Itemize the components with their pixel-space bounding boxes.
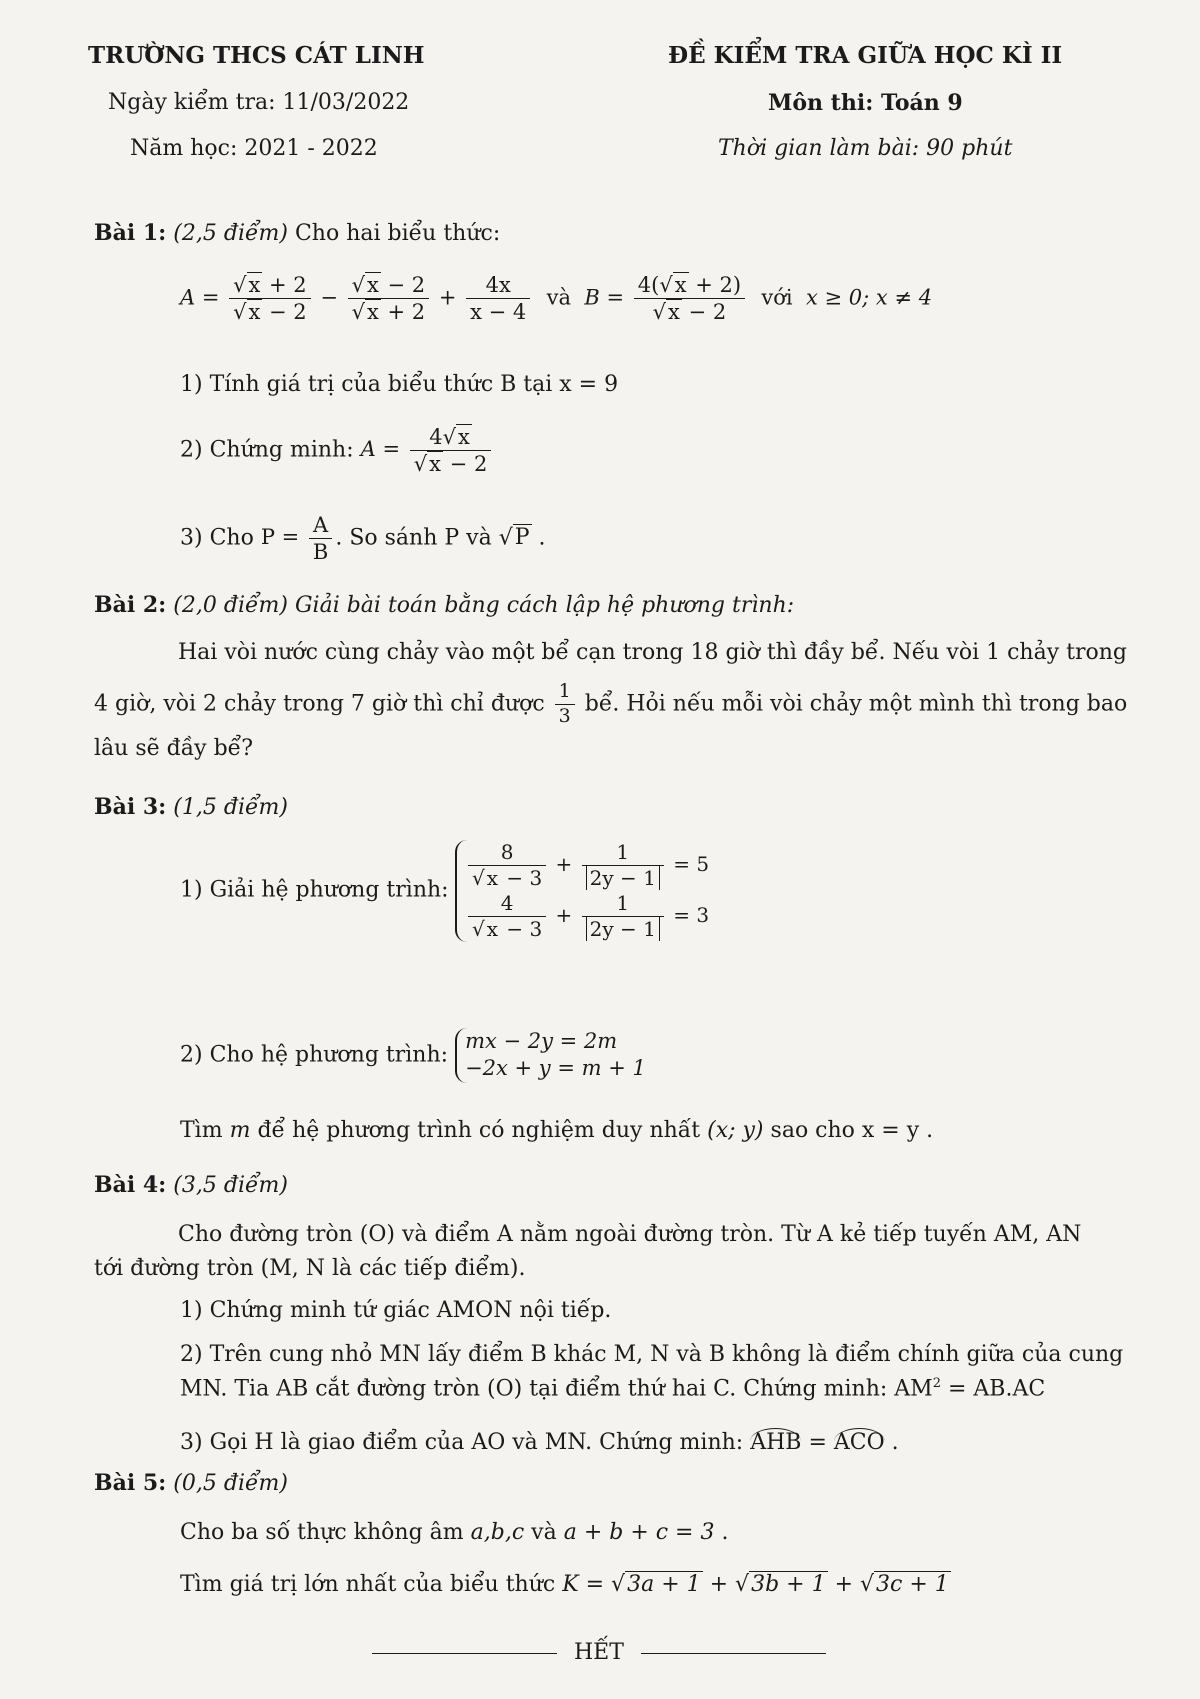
bai1-heading: Bài 1: (2,5 điểm) Cho hai biểu thức: <box>94 220 501 246</box>
exam-date: Ngày kiểm tra: 11/03/2022 <box>108 90 410 115</box>
exam-title: ĐỀ KIỂM TRA GIỮA HỌC KÌ II <box>668 42 1063 69</box>
bai4-heading: Bài 4: (3,5 điểm) <box>94 1172 288 1198</box>
bai3-system2: mx − 2y = 2m −2x + y = m + 1 <box>455 1028 646 1083</box>
bai2-line2: 4 giờ, vòi 2 chảy trong 7 giờ thì chỉ được $\frac{1}{3}$ bể. Hỏi nếu mỗi vòi chảy một mình thì trong bao <box>94 680 1128 727</box>
bai1-q3: 3) Cho P = $\frac{A}{B}$ . So sánh P và √P . <box>180 513 546 565</box>
bai2-line3: lâu sẽ đầy bể? <box>94 736 254 761</box>
bai4-line1: Cho đường tròn (O) và điểm A nằm ngoài đường tròn. Từ A kẻ tiếp tuyến AM, AN <box>178 1222 1082 1247</box>
bai4-q1: 1) Chứng minh tứ giác AMON nội tiếp. <box>180 1298 612 1323</box>
exam-time: Thời gian làm bài: 90 phút <box>718 136 1013 161</box>
bai4-q2-line2: MN. Tia AB cắt đường tròn (O) tại điểm thứ hai C. Chứng minh: $AM^2 = AB.AC$ <box>180 1376 1046 1402</box>
end-line-right <box>641 1653 826 1654</box>
bai1-q2: 2) Chứng minh: A = $\frac{4√x}{√x - 2}$ <box>180 424 494 478</box>
school-year: Năm học: 2021 - 2022 <box>130 136 378 161</box>
bai3-system1: $\frac{8}{√ x - 3}$ + $\frac{1}{2y - 1}$ = 5 $\frac{4}{√ x - 3}$ + $\frac{1}{2y - 1}$ = 3 <box>455 840 709 942</box>
bai2-line1: Hai vòi nước cùng chảy vào một bể cạn trong 18 giờ thì đầy bể. Nếu vòi 1 chảy trong <box>178 640 1127 665</box>
bai4-q3: 3) Gọi H là giao điểm của AO và MN. Chứng minh: AHB = ACO . <box>180 1430 899 1455</box>
bai1-expressions: A = $\frac{√x + 2}{√x - 2}$ − $\frac{√x - 2}{√x + 2}$ + $\frac{4x}{x - 4}$ và B = $\frac{4(√x + 2)}{√x - 2}$ với x ≥ 0; x ≠ 4 <box>180 273 933 325</box>
bai4-line2: tới đường tròn (M, N là các tiếp điểm). <box>94 1256 526 1281</box>
bai4-q2-line1: 2) Trên cung nhỏ MN lấy điểm B khác M, N và B không là điểm chính giữa của cung <box>180 1342 1124 1367</box>
end-line-left <box>372 1653 557 1654</box>
bai3-find: Tìm m để hệ phương trình có nghiệm duy nhất (x; y) sao cho x = y . <box>180 1118 934 1143</box>
school-name: TRƯỜNG THCS CÁT LINH <box>88 42 425 69</box>
end-marker: HẾT <box>372 1640 826 1665</box>
bai3-q2: 2) Cho hệ phương trình: mx − 2y = 2m −2x + y = m + 1 <box>180 1028 646 1083</box>
bai5-line2: Tìm giá trị lớn nhất của biểu thức K = √3a + 1 + √3b + 1 + √3c + 1 <box>180 1572 949 1597</box>
bai2-heading: Bài 2: (2,0 điểm) Giải bài toán bằng cách lập hệ phương trình: <box>94 592 795 618</box>
bai3-q1: 1) Giải hệ phương trình: $\frac{8}{√ x - 3}$ + $\frac{1}{2y - 1}$ = 5 $\frac{4}{√ x - 3}$ + $\frac{1}{2y - 1}$ = 3 <box>180 840 710 941</box>
bai5-heading: Bài 5: (0,5 điểm) <box>94 1470 288 1496</box>
bai1-q1: 1) Tính giá trị của biểu thức B tại x = 9 <box>180 372 619 397</box>
bai5-line1: Cho ba số thực không âm a,b,c và a + b + c = 3 . <box>180 1520 729 1545</box>
exam-subject: Môn thi: Toán 9 <box>768 90 963 116</box>
bai3-heading: Bài 3: (1,5 điểm) <box>94 794 288 820</box>
